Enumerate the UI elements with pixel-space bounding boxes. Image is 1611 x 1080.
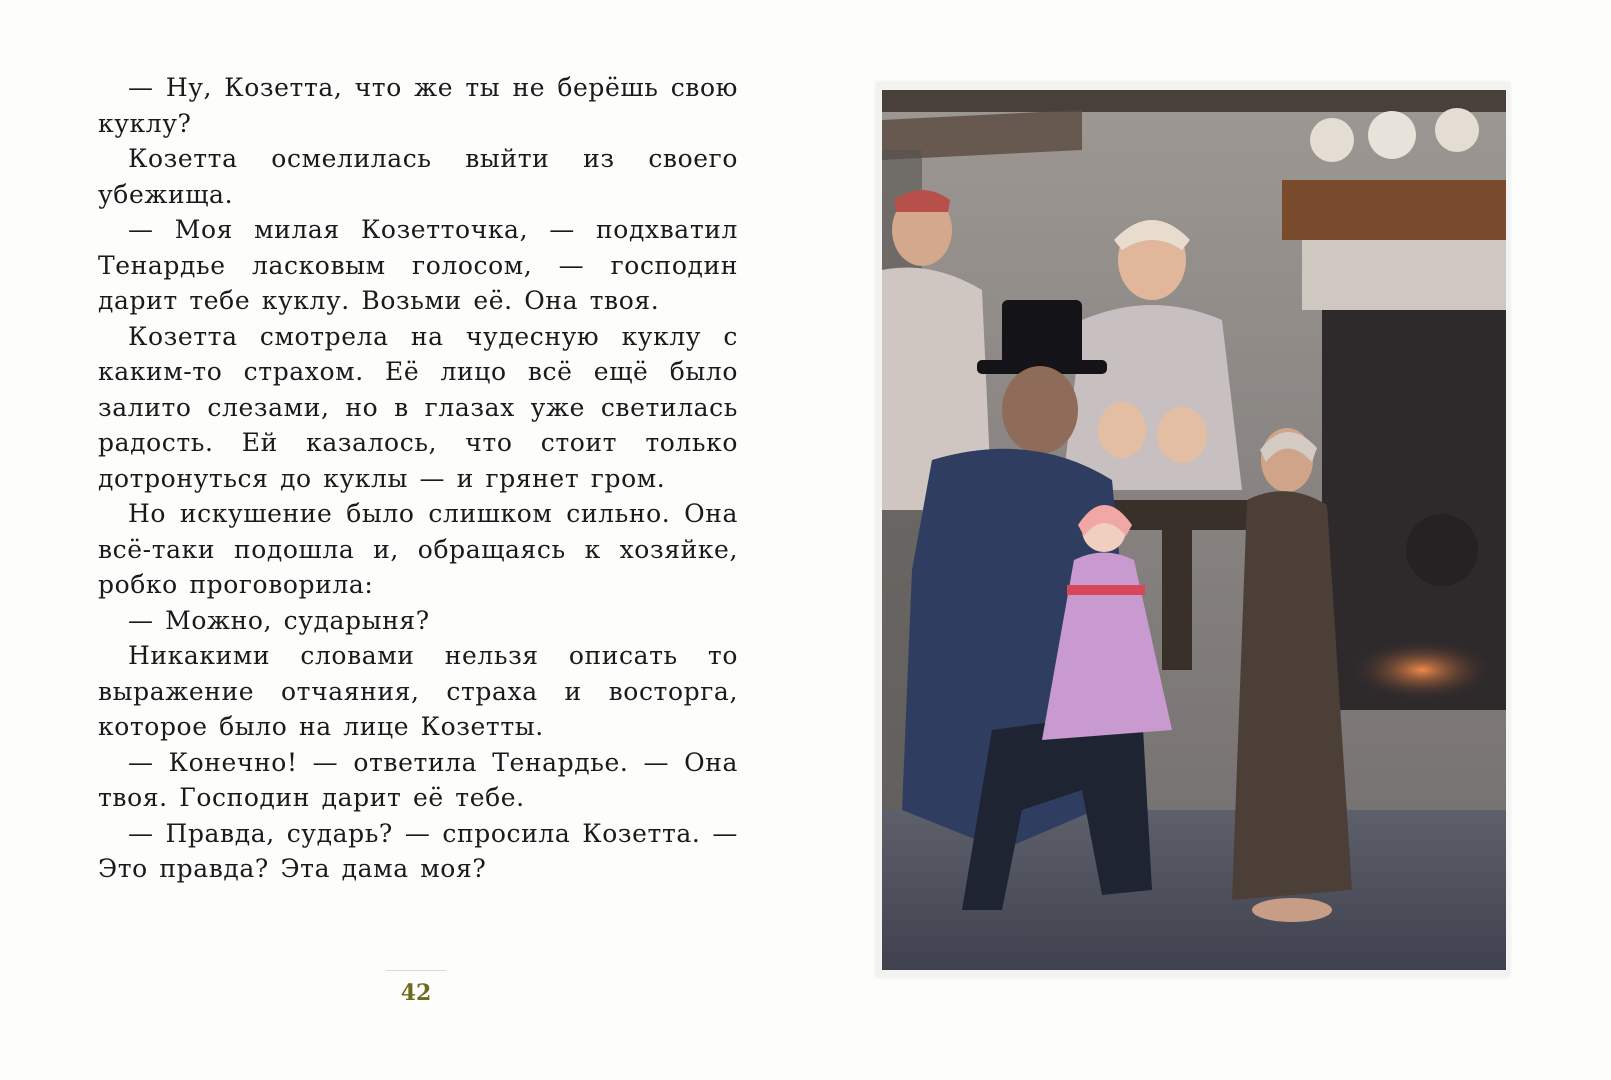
table-leg <box>1162 530 1192 670</box>
plate <box>1368 111 1416 159</box>
book-illustration-image <box>882 90 1506 970</box>
plate <box>1310 118 1354 162</box>
hat-crown <box>1002 300 1082 366</box>
fireplace-fire <box>1352 640 1492 700</box>
paragraph: Козетта осмелилась выйти из своего убежища. <box>98 144 738 209</box>
text-column <box>98 70 738 887</box>
page-number-rule <box>386 970 446 971</box>
paragraph: — Ну, Козетта, что же ты не берёшь свою куклу? <box>98 73 738 138</box>
ceiling-beam <box>882 90 1506 112</box>
child-head <box>1157 407 1207 463</box>
paragraph: Козетта смотрела на чудесную куклу с каким-то страхом. Её лицо всё ещё было залито слезами, но в глазах уже светилась радость. Ей казалось, что стоит только дотронуться до куклы — и грянет гром. <box>98 321 738 493</box>
child-head <box>1098 402 1146 458</box>
page-number: 42 <box>400 980 432 1006</box>
fireplace-hood <box>1302 240 1506 310</box>
paragraph: — Можно, сударыня? <box>128 605 430 635</box>
fireplace-mantel <box>1282 180 1506 240</box>
woman-body <box>1062 305 1242 490</box>
paragraph: — Конечно! — ответила Тенардье. — Она твоя. Господин дарит её тебе. <box>98 747 738 812</box>
plate <box>1435 108 1479 152</box>
doll-sash <box>1067 585 1145 595</box>
paragraph: — Правда, сударь? — спросила Козетта. — Это правда? Эта дама моя? <box>98 818 738 883</box>
girl-feet <box>1252 898 1332 922</box>
paragraph: — Моя милая Козетточка, — подхватил Тенардье ласковым голосом, — господин дарит тебе куклу. Возьми её. Она твоя. <box>98 215 738 315</box>
paragraph: Но искушение было слишком сильно. Она всё-таки подошла и, обращаясь к хозяйке, робко проговорила: <box>98 499 738 599</box>
man-head <box>1002 366 1078 454</box>
cooking-pot <box>1406 514 1478 586</box>
paragraph: Никакими словами нельзя описать то выражение отчаяния, страха и восторга, которое было на лице Козетты. <box>98 641 738 741</box>
illustration-svg <box>882 90 1506 970</box>
